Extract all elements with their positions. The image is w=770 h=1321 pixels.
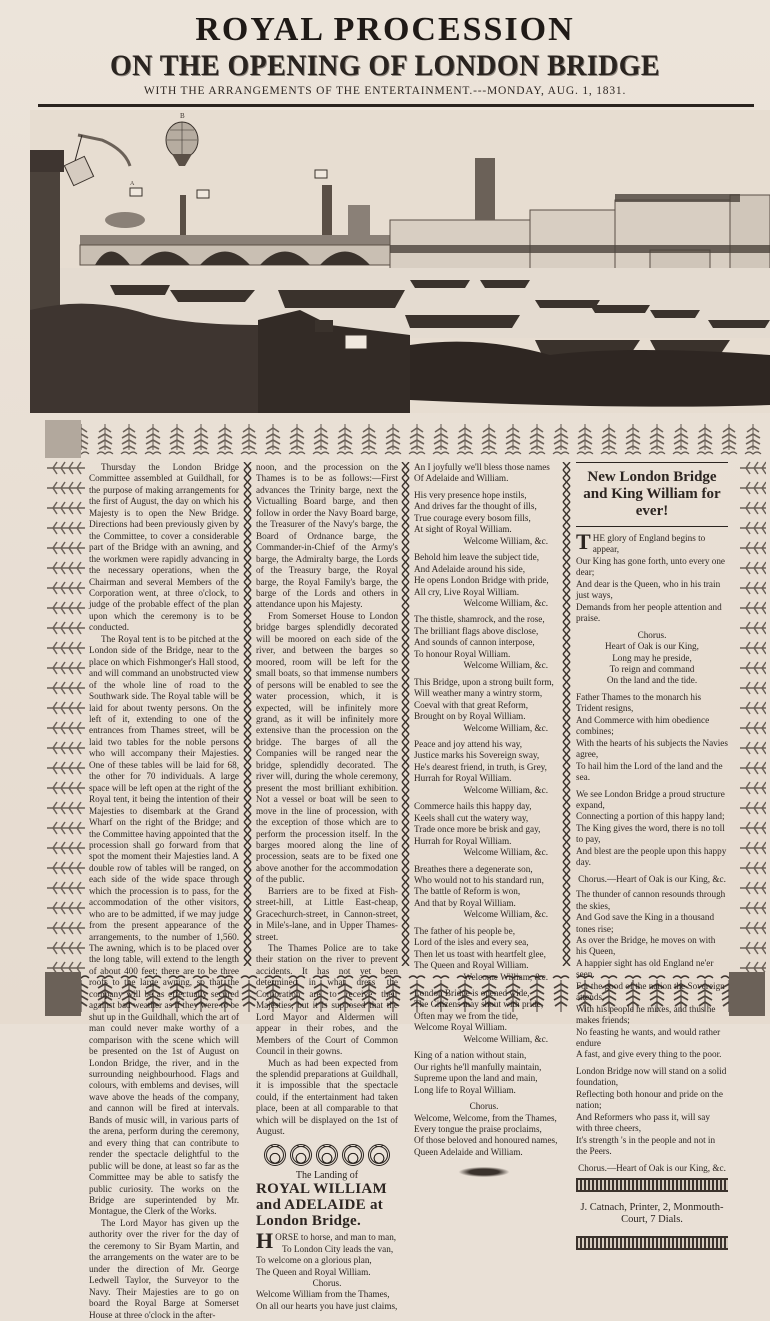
poem-line: With the hearts of his subjects the Navies agree,: [576, 737, 728, 760]
poem-line: Of Adelaide and William.: [414, 473, 509, 484]
poem-line: Then let us toast with heartfelt glee,: [414, 948, 546, 959]
poem-line: Our rights he'll manfully maintain,: [414, 1061, 542, 1072]
poem-line: True courage every bosom fills,: [414, 512, 531, 523]
poem-line: Justice marks his Sovereign sway,: [414, 750, 540, 761]
engraving-image: [30, 110, 770, 413]
title-line-1: ROYAL PROCESSION: [195, 11, 575, 48]
paragraph: The Royal tent is to be pitched at the London side of the Bridge, near to the place on which Fishmonger's Hall stood, and will command an unobstructed view of the whole line of road to the Southwark side. The Royal table will be laid for about twenty persons. On the left of it, extending to one of the entrances from Thames street, will be laid two tables for the noble persons who will accompany their Majesties. One of these tables will be laid for 68, the other for 70 individuals. A large space will be left open at the right of the Royal tent, it being the intention of their Majesties to disembark at the Grand Wharf on the right of the Bridge; and the Committee having appointed that the procession shall go forward from that spot the moment their Majesties land. A double row of tables will be ranged, on each side of the wide space through which the procession is to pass, for the accommodation of the other visitors, who are to be admitted, if we may judge from the present appearance of the arrangements, to the number of 1,560. The awning, which is to be placed over the long table, will extend to the length of about 400 feet; there are to be three roofs to the large awning, so that the company will be as effectually secured against bad weather as if they were to be shut up in the Guildhall, which the art of man could never make worthy of a comparison with the scene which will be presented on the 1st of August on London Bridge, the river, and in the surrounding neighbourhood. Flags and colours, with emblems and devises, will wave above the heads of the company, and cannon will be fired at intervals. Bands of music will, in various parts of the arena, perform during the ceremony, and every thing that can contribute to render the spectacle delightful to the public will be done, at least so far as the Committee may be able to satisfy the public curiosity. The works on the Bridge are superintended by Mr. Montague, the Clerk of the Works.: [89, 633, 239, 1217]
poem-line: Keels shall cut the watery way,: [414, 812, 529, 823]
poem-line: And Commerce with him obedience combines;: [576, 714, 710, 737]
circle-ornament-icon: [316, 1144, 338, 1166]
poem-line: Demands from her people attention and praise.: [576, 601, 722, 624]
poem-line: The Queen and Royal William.: [256, 1266, 371, 1277]
circle-ornament-icon: [290, 1144, 312, 1166]
poem-line: At sight of Royal William.: [414, 524, 512, 535]
poem-line: Trade once more be brisk and gay,: [414, 824, 541, 835]
poem-line: Father Thames to the monarch his Trident resigns,: [576, 691, 702, 714]
poem-line: Every tongue the praise proclaims,: [414, 1124, 542, 1135]
stanza: [576, 889, 728, 1061]
header-rule: [38, 104, 754, 107]
poem-line: The King gives the word, there is no toll to pay,: [576, 822, 725, 845]
poem-line: Welcome, Welcome, from the Thames,: [414, 1112, 557, 1123]
leaf-ornament-icon: [45, 420, 765, 458]
refrain: Welcome William, &c.: [463, 535, 548, 546]
poem-line: Coeval with that great Reform,: [414, 699, 529, 710]
chorus-label: Chorus.: [312, 1278, 342, 1288]
landing-intro: The Landing of: [295, 1169, 359, 1181]
poem-line: And Reformers who pass it, will say with three cheers,: [576, 1111, 710, 1134]
poem-line: The father of his people be,: [414, 925, 516, 936]
poem-line: Hurrah for Royal William.: [414, 773, 512, 784]
poem-line: All cry, Live Royal William.: [414, 586, 520, 597]
leaf-ornament-icon: [45, 458, 87, 972]
stanza: [576, 529, 728, 625]
paragraph: From Somerset House to London bridge barges splendidly decorated will be moored on each side of the river, and between the barges so moored, room will be left for the small boats, so that immense numbers of persons will be enabled to see the water procession, which, it is expected, will be infinitely more grand, as it will be infinitely more extensive than the procession on the bridge. The barges of all the Companies will be ranged near the bridge, splendidly decorated. The river will, during the whole ceremony, present the most brilliant exhibition. Not a vessel or boat will be seen to move in the line of procession, with the exception of those which are to perform the procession itself. In the barges moored along the line of procession, seats are to be fixed one above another for the accommodation of the public.: [256, 610, 398, 885]
stanza: [576, 789, 728, 869]
poem-line: On the land and the tide.: [606, 675, 698, 686]
ornament-bar: [576, 1236, 728, 1250]
drop-cap: H: [256, 1228, 274, 1254]
stanza: [414, 677, 554, 734]
poem-line: The battle of Reform is won,: [414, 886, 521, 897]
paragraph: Much as had been expected from the splendid preparations at Guildhall, it is impossible that the spectacle could, if the entertainment had taken place, been at all comparable to that which will be displayed on the 1st of August.: [256, 1057, 398, 1137]
column-divider: [562, 462, 571, 966]
poem-line: Heart of Oak is our King,: [605, 641, 699, 652]
circle-ornament-icon: [264, 1144, 286, 1166]
circle-ornament: [256, 1144, 398, 1166]
refrain: Welcome William, &c.: [463, 722, 548, 733]
refrain: Welcome William, &c.: [463, 847, 548, 858]
stanza: [414, 1050, 554, 1096]
ornament-bar: [576, 1178, 728, 1192]
stanza: [414, 926, 554, 983]
poem-line: Long may he preside,: [612, 652, 692, 663]
chorus-label: Chorus.: [469, 1101, 499, 1112]
poem-line: And dear is the Queen, who in his train just ways,: [576, 578, 721, 601]
subtitle: WITH THE ARRANGEMENTS OF THE ENTERTAINMENT.---MONDAY, AUG. 1, 1831.: [143, 85, 627, 97]
poem-line: Often may we from the tide,: [414, 1010, 519, 1021]
poem-line: King of a nation without stain,: [414, 1050, 527, 1061]
poem-line: The Citizens may shout with pride,: [414, 999, 544, 1010]
song-title: New London Bridge and King William for ever!: [576, 462, 728, 527]
title-line-2: ON THE OPENING OF LONDON BRIDGE: [109, 49, 661, 82]
poem-line: An I joyfully we'll bless those names: [414, 462, 550, 472]
drop-cap: T: [576, 529, 591, 554]
poem-line: To welcome on a glorious plan,: [256, 1255, 372, 1266]
poem-line: He opens London Bridge with pride,: [414, 575, 549, 586]
poem-line: Hurrah for Royal William.: [414, 835, 512, 846]
poem-line: With his people he mixes, and thus he makes friends;: [576, 1003, 716, 1026]
landing-title: ROYAL WILLIAM and ADELAIDE at London Bridge.: [256, 1181, 388, 1230]
poem-line: Will weather many a wintry storm,: [414, 688, 543, 699]
poem-line: The thunder of cannon resounds through the skies,: [576, 889, 726, 911]
stanza: [414, 739, 554, 796]
stanza: [414, 552, 554, 609]
poem-line: Brought on by Royal William.: [414, 711, 526, 722]
poem-line: And that by Royal William.: [414, 897, 516, 908]
poem-line: And God save the King in a thousand tones rise;: [576, 912, 715, 934]
refrain: Welcome William, &c.: [463, 660, 548, 671]
poem-line: To hail him the Lord of the land and the sea.: [576, 760, 723, 783]
ornament-band-top: [45, 420, 765, 458]
stanza: [414, 988, 554, 1045]
refrain: Welcome William, &c.: [463, 597, 548, 608]
svg-text:A: A: [130, 181, 135, 187]
poem-line: A happier sight has old England ne'er seen.: [576, 957, 714, 980]
poem-line: Long life to Royal William.: [414, 1084, 516, 1095]
poem-line: London Bridge is opened wide,: [414, 988, 530, 999]
poem-line: Welcome William from the Thames,: [256, 1289, 390, 1300]
poem-line: Of those beloved and honoured names,: [414, 1135, 558, 1146]
paragraph: noon, and the procession on the Thames is to be as follows:—First advances the Trinity barge, next the Victualling Board barge, and then follow in order the Navy Board barge, the Treasurer of the Navy's barge, the Board of Ordnance barge, the Commander-in-Chief of the Army's barge, the Admiralty barge, the Lords of the Treasury barge, the Royal barge, the Royal Family's barge, the barge of the Lords and others in attendance upon his Majesty.: [256, 462, 398, 610]
poem-line: Queen Adelaide and William.: [414, 1146, 523, 1157]
poem-line: Lord of the isles and every sea,: [414, 937, 529, 948]
poem-line: And drives far the thought of ills,: [414, 501, 537, 512]
paragraph: Thursday the London Bridge Committee assembled at Guildhall, for the purpose of making arrangements for the first of August, the day on which his Majesty is to open the New Bridge. Directions had been previously given by the Committee, to cover a considerable part of the Bridge with an awning, and the workmen were rapidly advancing in the necessary operations, when the Chairman and several Members of the Corporation went, at three o'clock, to judge of the probable effect of the plan upon which the ceremony is to be conducted.: [89, 462, 239, 633]
stanza: [414, 462, 554, 485]
stanza: [414, 864, 554, 921]
chorus-refrain: Chorus.—Heart of Oak is our King, &c.: [578, 1162, 726, 1173]
poem-line: Our King has gone forth, unto every one dear;: [576, 555, 726, 578]
poem-line: It's strength 's in the people and not in the Peers.: [576, 1134, 716, 1157]
poem-line: Who would not to his standard run,: [414, 874, 544, 885]
column-divider: [401, 462, 410, 966]
svg-text:B: B: [180, 112, 185, 120]
ornament-band-left: [45, 458, 87, 972]
poem-line: And Adelaide around his side,: [414, 563, 525, 574]
refrain: Welcome William, &c.: [463, 971, 548, 982]
poem-line: Commerce hails this happy day,: [414, 801, 532, 812]
chorus: [414, 1101, 558, 1158]
article-column-1: [89, 462, 239, 1321]
paragraph: Barriers are to be fixed at Fish-street-hill, at Little East-cheap, Gracechurch-street, in Cannon-street, in Mile's-lane, and in Upper Thames-street.: [256, 885, 398, 942]
poem-line: This Bridge, upon a strong built form,: [414, 676, 554, 687]
poem-line: HE glory of England begins to appear,: [592, 533, 706, 555]
chorus: [576, 630, 728, 687]
printer-imprint: J. Catnach, Printer, 2, Monmouth-Court, 7 Dials.: [580, 1202, 724, 1226]
poem-line: He's dearest friend, in truth, is Grey,: [414, 761, 547, 772]
poem-line: As over the Bridge, he moves on with his Queen,: [576, 934, 716, 957]
poem-line: To honour Royal William.: [414, 648, 511, 659]
circle-ornament-icon: [342, 1144, 364, 1166]
article-column-2: [256, 462, 398, 1312]
paragraph: The Lord Mayor has given up the authority over the river for the day of the ceremony to Sir Byam Martin, and the arrangements on the water are to be under the direction of Mr. George Ledwell Taylor, the Surveyor to the Navy. Their Majesties are to go on board the Royal Barge at Somerset House at three o'clock in the after-: [89, 1217, 239, 1320]
poem-line: No feasting he wants, and would rather endure: [576, 1026, 721, 1049]
poem-line: And sounds of cannon interpose,: [414, 637, 535, 648]
poem-line: A fast, and give every thing to the poor.: [576, 1049, 722, 1060]
poem-line: To reign and command: [609, 663, 695, 674]
stanza: [414, 614, 554, 671]
column-divider: [243, 462, 252, 966]
chorus-label: Chorus.: [637, 629, 667, 640]
poem-line: We see London Bridge a proud structure expand,: [576, 788, 725, 810]
poem-line: Welcome Royal William.: [414, 1022, 507, 1033]
poem-line: The Queen and Royal William.: [414, 960, 529, 971]
paragraph: The Thames Police are to take their station on the river to prevent accidents. It has not yet been determined in what dress the Corporation are to receive their Majesties, but it is supposed that the Lord Mayor and Aldermen will appear in their robes, and the Members of the Court of Common Council in their gowns.: [256, 943, 398, 1057]
leaf-ornament-icon: [738, 458, 766, 972]
procession-engraving: [30, 110, 770, 413]
poem-line: On all our hearts you have just claims,: [256, 1300, 398, 1311]
ornament-band-right: [738, 458, 766, 972]
poem-line: ORSE to horse, and man to man,: [275, 1232, 397, 1243]
refrain: Welcome William, &c.: [463, 1033, 548, 1044]
landing-poem: [256, 1228, 398, 1312]
poem-line: For the good of the nation the Sovereign attends,: [576, 980, 725, 1003]
refrain: Welcome William, &c.: [463, 909, 548, 920]
refrain: Welcome William, &c.: [463, 784, 548, 795]
poem-line: Behold him leave the subject tide,: [414, 552, 540, 563]
song-column-3: [414, 462, 558, 1178]
poem-line: Peace and joy attend his way,: [414, 738, 523, 749]
poem-line: Connecting a portion of this happy land;: [576, 811, 725, 822]
chorus-refrain: Chorus.—Heart of Oak is our King, &c.: [578, 873, 726, 884]
poem-line: To London City leads the van,: [282, 1243, 394, 1254]
poem-line: The thistle, shamrock, and the rose,: [414, 614, 545, 625]
poem-line: And blest are the people upon this happy day.: [576, 845, 727, 868]
circle-ornament-icon: [368, 1144, 390, 1166]
flourish-ornament-icon: [454, 1166, 514, 1178]
header: [0, 12, 770, 97]
stanza: [414, 490, 554, 547]
song-column-4: [576, 462, 728, 1254]
stanza: [576, 692, 728, 784]
stanza: [414, 801, 554, 858]
poem-line: Reflecting both honour and pride on the nation;: [576, 1088, 723, 1111]
poem-line: London Bridge now will stand on a solid foundation,: [576, 1065, 727, 1088]
poem-line: Supreme upon the land and main,: [414, 1073, 538, 1084]
poem-line: His very presence hope instils,: [414, 489, 527, 500]
poem-line: Breathes there a degenerate son,: [414, 863, 533, 874]
poem-line: The brilliant flags above disclose,: [414, 625, 539, 636]
stanza: [576, 1066, 728, 1158]
